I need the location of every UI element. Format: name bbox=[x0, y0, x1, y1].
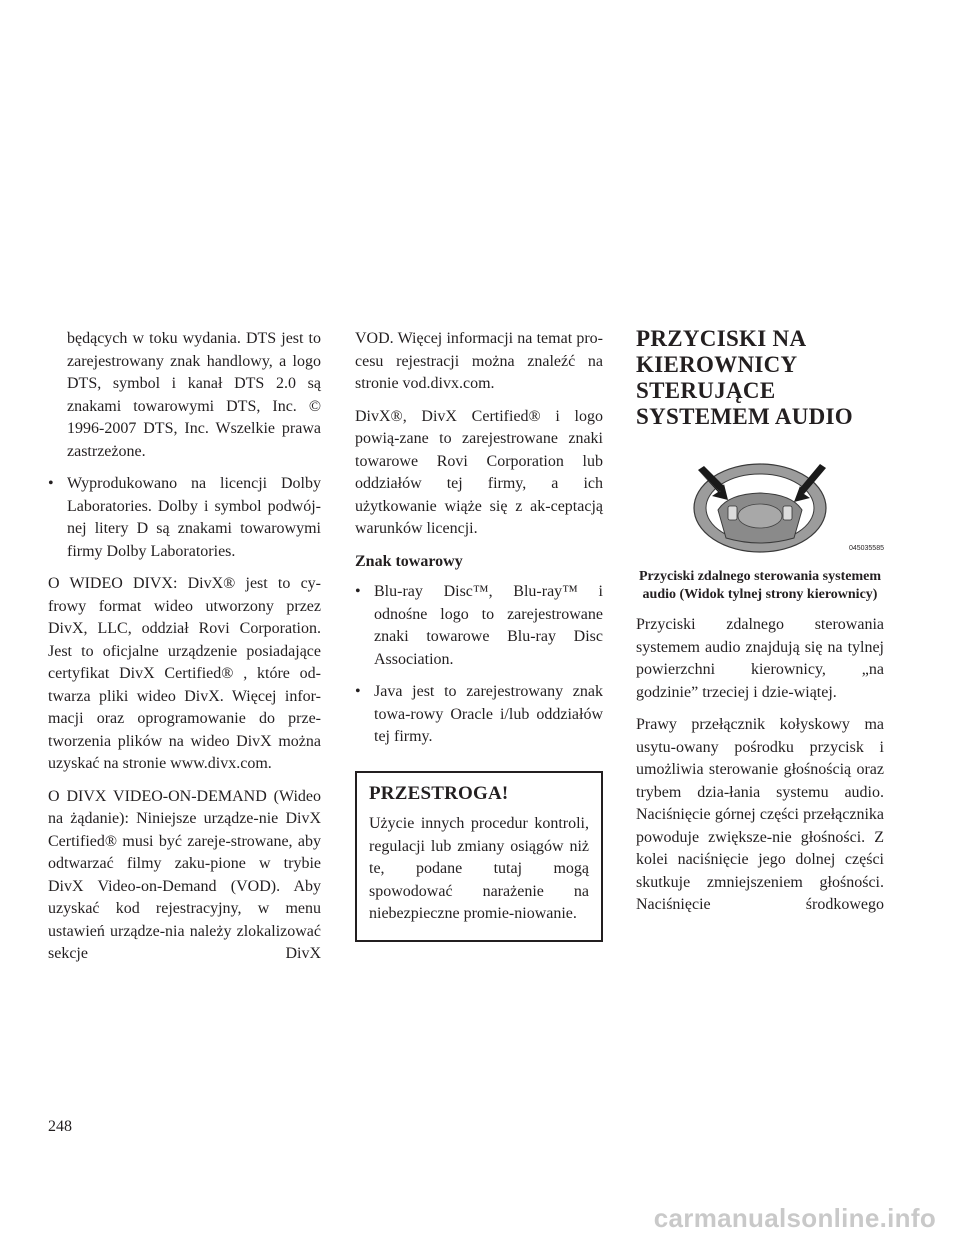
dolby-bullet-list bbox=[48, 473, 321, 563]
warning-text: Użycie innych procedur kontroli, regulacji lub zmiany osiągów niż te, podane tutaj mogą spowodować narażenie na niebezpieczne promie-niowanie. bbox=[369, 815, 589, 922]
left-column bbox=[48, 328, 321, 976]
location-paragraph: Przyciski zdalnego sterowania systemem audio znajdują się na tylnej powierzchni kierownicy, „na godzinie” trzeciej i dzie-wiątej. bbox=[636, 616, 884, 701]
figure-caption: Przyciski zdalnego sterowania systemem audio (Widok tylnej strony kierownicy) bbox=[639, 569, 881, 602]
figure-code: 045035585 bbox=[848, 544, 884, 552]
trademark-bullet-list bbox=[355, 581, 603, 749]
trademark-heading: Znak towarowy bbox=[355, 552, 463, 570]
divx-certified-paragraph: DivX®, DivX Certified® i logo powią-zane to zarejestrowane znaki towarowe Rovi Corporation lub oddziałów tej firmy, a ich użytkowanie wiąże się z ak-ceptacją warunków licencji. bbox=[355, 407, 603, 537]
vod-paragraph: VOD. Więcej informacji na temat pro-cesu rejestracji można znaleźć na stronie vod.divx.com. bbox=[355, 330, 603, 392]
warning-box bbox=[355, 771, 603, 942]
dolby-bullet: • Wyprodukowano na licencji Dolby Laboratories. Dolby i symbol podwój-nej litery D są znakami towarowymi firmy Dolby Laboratories. bbox=[48, 473, 321, 563]
watermark: carmanualsonline.info bbox=[653, 1203, 936, 1233]
bluray-bullet: • Blu-ray Disc™, Blu-ray™ i odnośne logo to zarejestrowane znaki towarowe Blu-ray Disc Association. bbox=[355, 581, 603, 671]
steering-wheel-illustration bbox=[636, 450, 884, 560]
warning-title: PRZESTROGA! bbox=[369, 782, 509, 804]
middle-column bbox=[355, 328, 603, 942]
section-heading: PRZYCISKI NA KIEROWNICY STERUJĄCE SYSTEMEM AUDIO bbox=[636, 326, 853, 429]
rocker-switch-paragraph: Prawy przełącznik kołyskowy ma usytu-owany pośrodku przycisk i umożliwia sterowanie głośnością oraz trybem dzia-łania systemu audio. Naciśnięcie górnej części przełącznika powoduje zwiększe-nie głośności. Z kolei naciśnięcie jego dolnej części skutkuje zmniejszeniem głośności. Naciśnięcie środkowego bbox=[636, 716, 884, 913]
right-column bbox=[636, 326, 884, 927]
divx-video-paragraph: O WIDEO DIVX: DivX® jest to cy-frowy format wideo utworzony przez DivX, LLC, oddział Rovi Corporation. Jest to oficjalne urządzenie posiadające certyfikat DivX Certified® , które od-twarza pliki wideo DivX. Więcej infor-macji oraz oprogramowanie do prze-tworzenia plików na wideo DivX można uzyskać na stronie www.divx.com. bbox=[48, 575, 321, 772]
steering-wheel-figure bbox=[636, 450, 884, 560]
java-bullet: • Java jest to zarejestrowany znak towa-rowy Oracle i/lub oddziałów tej firmy. bbox=[355, 681, 603, 749]
divx-vod-paragraph: O DIVX VIDEO-ON-DEMAND (Wideo na żądanie): Niniejsze urządze-nie DivX Certified® musi być zareje-strowane, aby odtwarzać filmy zaku-pione w trybie DivX Video-on-Demand (VOD). Aby uzyskać kod rejestracyjny, w menu ustawień urządze-nia należy zlokalizować sekcje DivX bbox=[48, 787, 321, 962]
dts-continued-paragraph: będących w toku wydania. DTS jest to zarejestrowany znak handlowy, a logo DTS, symbol i kanał DTS 2.0 są znakami towarowymi DTS, Inc. © 1996-2007 DTS, Inc. Wszelkie prawa zastrzeżone. bbox=[67, 330, 321, 460]
page-number: 248 bbox=[48, 1118, 72, 1135]
